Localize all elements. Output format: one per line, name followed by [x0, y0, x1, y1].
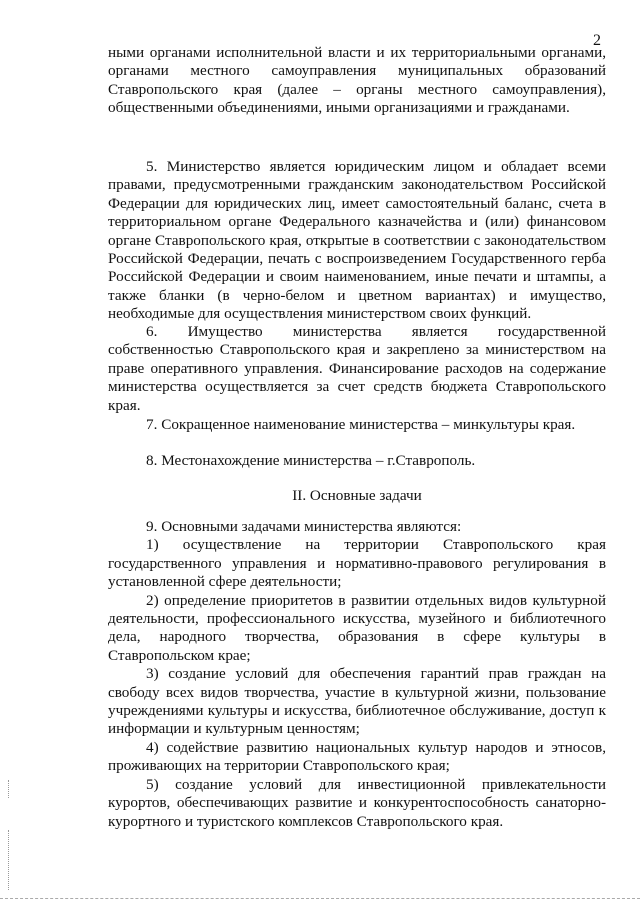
- paragraph-5: [108, 158, 606, 324]
- paragraph-7: [108, 416, 606, 434]
- task-item: 4) содействие развитию национальных культур народов и этносов, проживающих на территории Ставропольского края;: [108, 738, 606, 775]
- task-item: 5) создание условий для инвестиционной привлекательности курортов, обеспечивающих развитие и конкурентоспособность санаторно-курортного и туристского комплексов Ставропольского края.: [108, 775, 606, 830]
- paragraph-8: [108, 452, 606, 470]
- page-number: 2: [593, 32, 601, 49]
- task-item: 1) осуществление на территории Ставропольского края государственного управления и нормативно-правового регулирования в установленной сфере деятельности;: [108, 536, 606, 591]
- scan-margin-mark: [8, 830, 11, 890]
- paragraph-text: ными органами исполнительной власти и их территориальными органами, органами местного самоуправления муниципальных образований Ставропольского края (далее – органы местного самоуправления), общественными объединениями, иными организациями и гражданами.: [108, 44, 606, 117]
- paragraph-text: 7. Сокращенное наименование министерства – минкультуры края.: [146, 416, 576, 433]
- task-item: 2) определение приоритетов в развитии отдельных видов культурной деятельности, профессионального искусства, музейного и библиотечного дела, народного творчества, образования в сфере культуры в Ставропольском крае;: [108, 591, 606, 664]
- paragraph-6: [108, 323, 606, 415]
- tasks-section: [108, 518, 606, 831]
- tasks-intro: 9. Основными задачами министерства являются:: [146, 518, 462, 535]
- section-heading: II. Основные задачи: [292, 487, 422, 504]
- paragraph-continuation: [108, 44, 606, 118]
- paragraph-text: 5. Министерство является юридическим лицом и обладает всеми правами, предусмотренными гражданским законодательством Российской Федерации для юридических лиц, имеет самостоятельный баланс, счета в территориальном органе Федерального казначейства и (или) финансовом органе Ставропольского края, открытые в соответствии с законодательством Российской Федерации, печать с воспроизведением Государственного герба Российской Федерации и своим наименованием, иные печати и штампы, а также бланки (в черно-белом и цветном вариантах) и имущество, необходимые для осуществления министерством своих функций.: [108, 158, 606, 323]
- paragraph-text: 6. Имущество министерства является государственной собственностью Ставропольского края и закреплено за министерством на праве оперативного управления. Финансирование расходов на содержание министерства осуществляется за счет средств бюджета Ставропольского края.: [108, 323, 606, 414]
- paragraph-text: 8. Местонахождение министерства – г.Ставрополь.: [146, 452, 476, 469]
- scan-margin-mark: [8, 780, 11, 798]
- scan-bottom-edge: [0, 898, 640, 900]
- task-item: 3) создание условий для обеспечения гарантий прав граждан на свободу всех видов творчества, участие в культурной жизни, пользование учреждениями культуры и искусства, библиотечное обслуживание, доступ к информации и культурным ценностям;: [108, 665, 606, 738]
